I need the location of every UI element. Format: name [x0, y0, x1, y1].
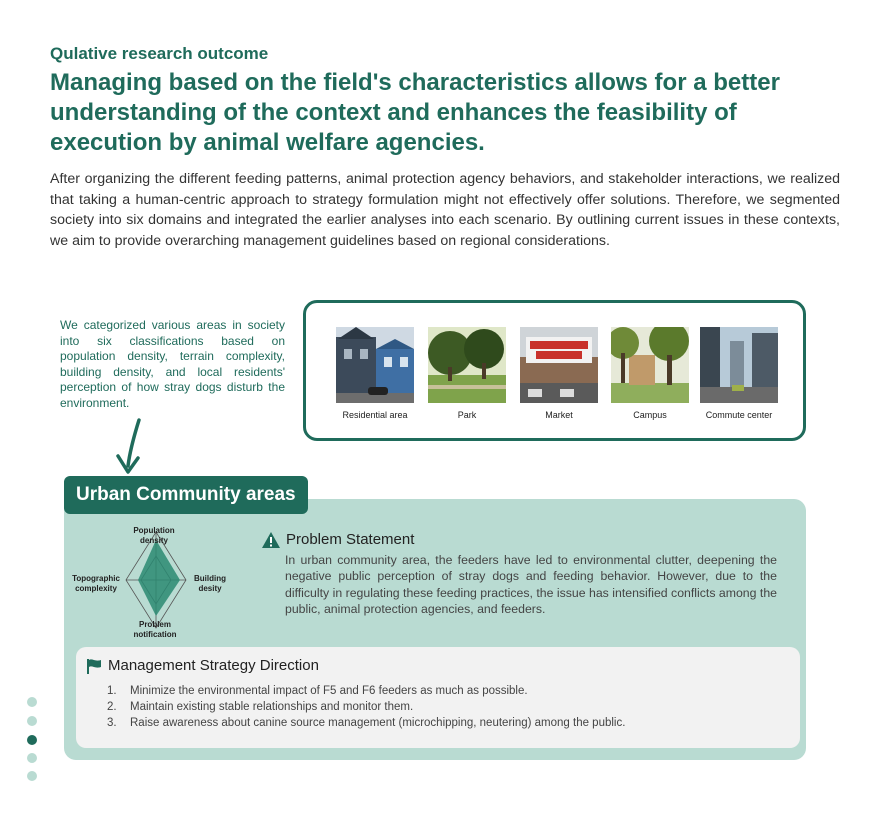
- radar-label-bottom: Problem notification: [133, 620, 177, 639]
- pager-dot-5[interactable]: [27, 771, 37, 781]
- strategy-title: [86, 657, 319, 674]
- caption-market: Market: [545, 410, 573, 420]
- commute-photo: [700, 327, 778, 403]
- caption-campus: Campus: [633, 410, 667, 420]
- list-item: 2. Maintain existing stable relationships and monitor them.: [107, 701, 414, 713]
- warning-icon: [262, 532, 280, 548]
- pager-dot-2[interactable]: [27, 716, 37, 726]
- list-item: 3. Raise awareness about canine source management (microchipping, neutering) among the public.: [107, 717, 626, 729]
- flag-icon: [86, 658, 102, 674]
- headline: Managing based on the field's characteristics allows for a better understanding of the context and enhances the feasibility of execution by animal welfare agencies.: [50, 69, 780, 156]
- problem-statement-label: Problem Statement: [286, 531, 415, 548]
- market-photo: [520, 327, 598, 403]
- radar-label-right: Building desity: [194, 574, 226, 593]
- intro-paragraph: After organizing the different feeding patterns, animal protection agency behaviors, and stakeholder interactions, we realized that taking a human-centric approach to strategy formulation might not effectively offer solutions. Therefore, we segmented society into six domains and integrated the earlier analyses into each scenario. By outlining current issues in these contexts, we aim to provide overarching management guidelines based on regional considerations.: [50, 171, 840, 249]
- residential-photo: [336, 327, 414, 403]
- eyebrow-title: Qulative research outcome: [50, 44, 269, 63]
- pager-dot-1[interactable]: [27, 697, 37, 707]
- caption-residential: Residential area: [342, 410, 408, 420]
- strategy-label: Management Strategy Direction: [108, 657, 319, 674]
- caption-commute: Commute center: [705, 410, 773, 420]
- strategy-list: [107, 683, 625, 731]
- radar-label-left: Topographic complexity: [72, 574, 120, 593]
- area-gallery: [303, 300, 806, 441]
- park-photo: [428, 327, 506, 403]
- problem-statement-body: In urban community area, the feeders have led to environmental clutter, deepening the negative public perception of stray dogs and feeding behavior. However, due to the difficulty in regulating these feeding practices, the issue has intensified conflicts among the public, animal protection agencies, and feeders.: [285, 553, 777, 616]
- radar-label-top: Population density: [133, 526, 175, 545]
- arrow-down-icon: [112, 418, 146, 476]
- section-title: Urban Community areas: [64, 476, 308, 514]
- problem-statement-title: [262, 531, 414, 548]
- campus-photo: [611, 327, 689, 403]
- pager-dot-4[interactable]: [27, 753, 37, 763]
- classification-note: We categorized various areas in society into six classifications based on population density, terrain complexity, building density, and local residents' perception of how stray dogs disturb the environment.: [60, 318, 285, 410]
- caption-park: Park: [457, 410, 477, 420]
- pager-dot-3-active[interactable]: [27, 735, 37, 745]
- list-item: 1. Minimize the environmental impact of F5 and F6 feeders as much as possible.: [107, 685, 528, 697]
